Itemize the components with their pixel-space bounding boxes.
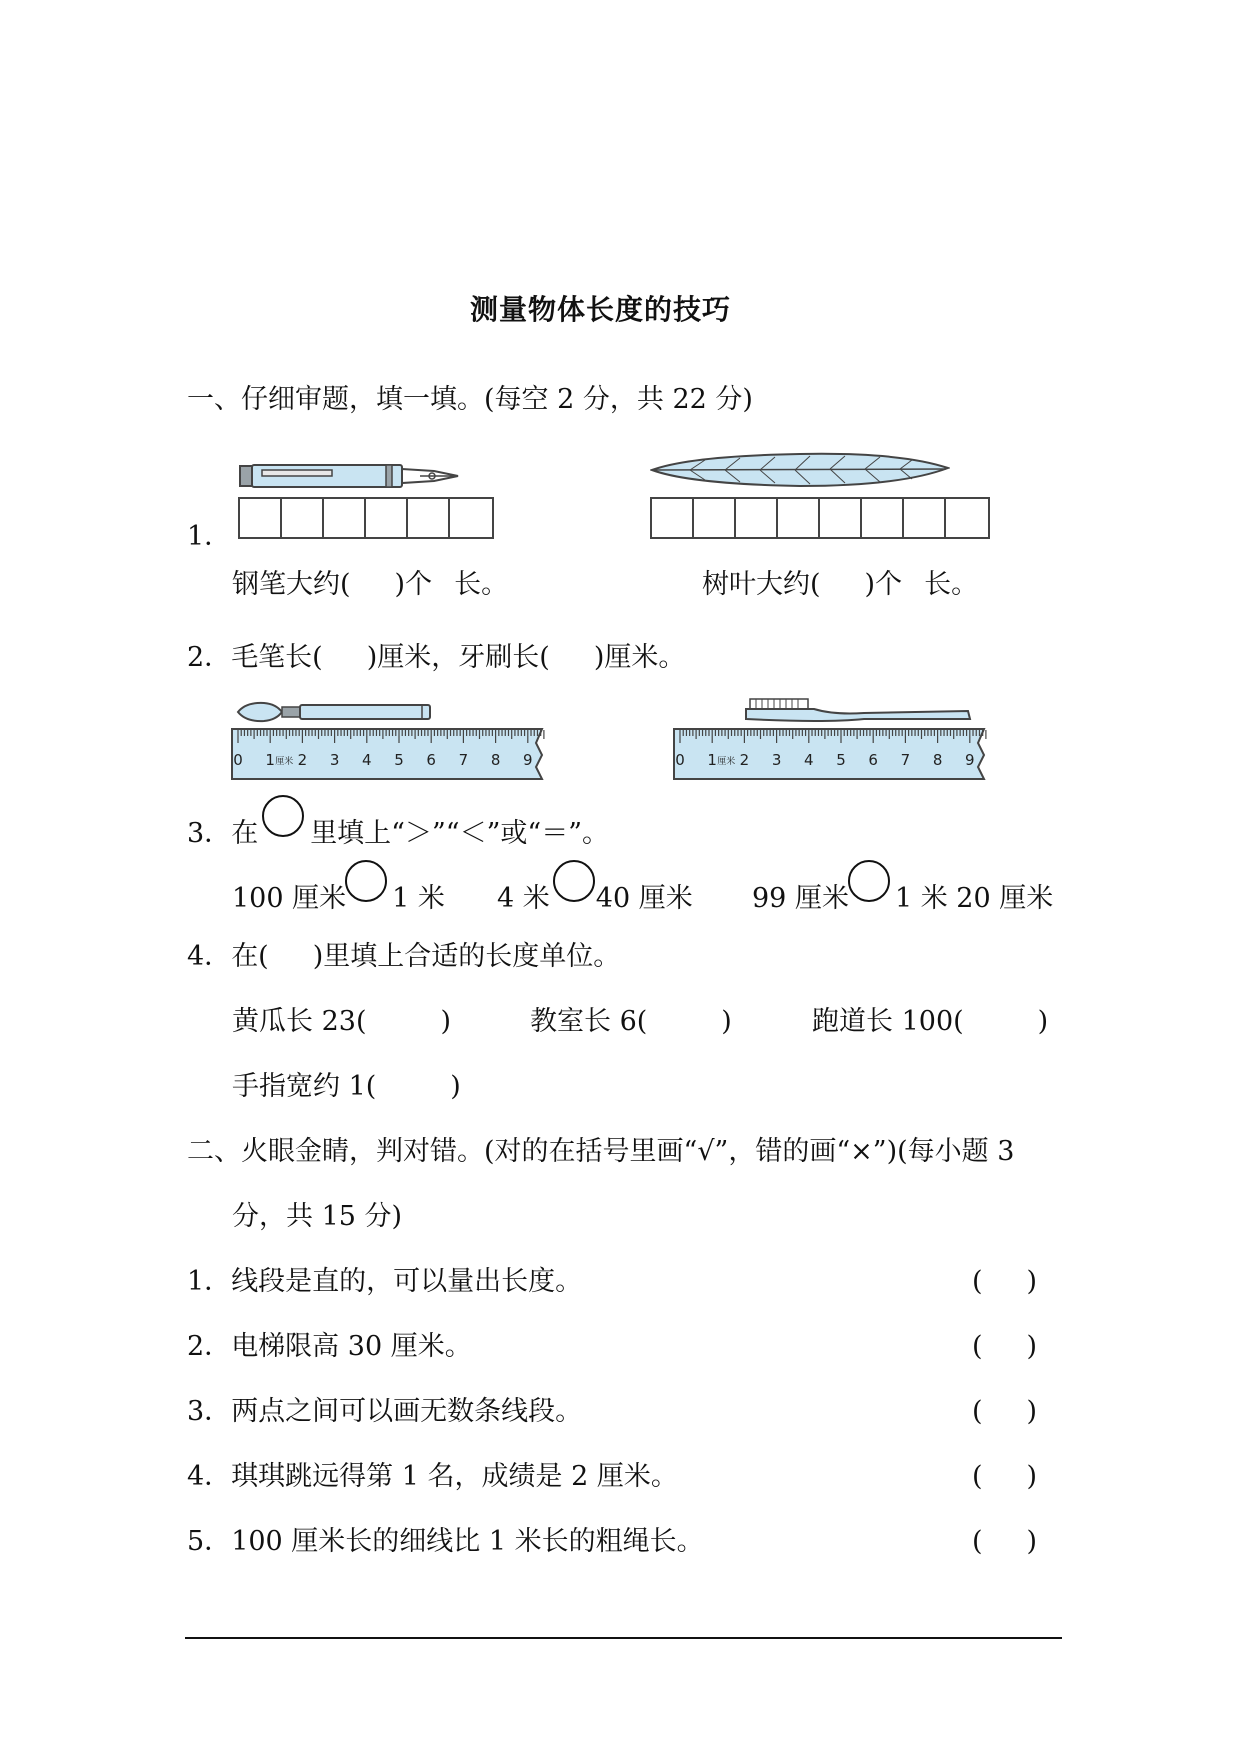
q1-leaf-statement — [702, 568, 978, 602]
q1-leaf-text-b: )个 — [864, 569, 903, 600]
grid-cell — [694, 499, 736, 537]
judge-answer-box[interactable]: ( ) — [972, 1461, 1038, 1492]
q3-item-1 — [232, 882, 445, 916]
q4-item-4 — [232, 1070, 461, 1104]
q3-item-1-right: 1 米 — [392, 883, 445, 914]
q3-text-b: 里填上“＞”“＜”或“＝”。 — [310, 818, 610, 849]
footer-divider — [185, 1637, 1062, 1639]
q3-item-1-left: 100 厘米 — [232, 883, 347, 914]
ruler-label: 3 — [771, 751, 782, 769]
judge-item-text: 琪琪跳远得第 1 名，成绩是 2 厘米。 — [231, 1461, 678, 1492]
judge-item — [187, 1330, 472, 1364]
q4-item-2-text: 教室长 6( — [530, 1006, 648, 1037]
q2-text-c: )厘米。 — [593, 642, 686, 673]
q3-item-3 — [752, 882, 1053, 916]
judge-item-text: 电梯限高 30 厘米。 — [231, 1331, 472, 1362]
q1-leaf-text-a: 树叶大约( — [702, 569, 821, 600]
q3-item-3-left: 99 厘米 — [752, 883, 849, 914]
ruler-label: 2 — [297, 751, 308, 769]
grid-cell — [862, 499, 904, 537]
question-number: 1． — [187, 1266, 232, 1297]
judge-item — [187, 1525, 704, 1559]
judge-item — [187, 1265, 582, 1299]
brush-illustration — [236, 700, 436, 724]
ruler-label: 5 — [836, 751, 846, 769]
ruler-label: 6 — [868, 751, 878, 769]
q4-text-a: 在( — [231, 941, 269, 972]
ruler-label: 7 — [900, 751, 911, 769]
grid-cell — [736, 499, 778, 537]
q3-item-2 — [497, 882, 693, 916]
compare-circle-2[interactable] — [553, 860, 595, 902]
q4-item-3-text: 跑道长 100( — [812, 1006, 964, 1037]
q4-item-1 — [232, 1005, 451, 1039]
grid-cell — [366, 499, 408, 537]
question-number: 1． — [187, 521, 232, 552]
judge-answer-box[interactable]: ( ) — [972, 1331, 1038, 1362]
q4-item-4-text: 手指宽约 1( — [232, 1071, 377, 1102]
judge-item-text: 100 厘米长的细线比 1 米长的粗绳长。 — [231, 1526, 704, 1557]
q4-text-b: )里填上合适的长度单位。 — [312, 941, 621, 972]
q4-item-1-close: ) — [440, 1006, 452, 1037]
q1-pen-statement — [232, 568, 508, 602]
leaf-illustration — [650, 448, 950, 492]
ruler-label: 9 — [965, 751, 975, 769]
question-number: 3． — [187, 1396, 232, 1427]
page-title: 测量物体长度的技巧 — [470, 293, 732, 326]
ruler-label: 7 — [458, 751, 469, 769]
section-2-heading-cont: 分，共 15 分) — [232, 1201, 403, 1232]
q2-text-b: )厘米，牙刷长( — [366, 642, 550, 673]
compare-circle-example — [262, 795, 304, 837]
ruler-label: 0 — [233, 751, 243, 769]
grid-cell — [904, 499, 946, 537]
pen-illustration — [238, 462, 460, 490]
judge-item-text: 两点之间可以画无数条线段。 — [231, 1396, 583, 1427]
q1-pen-text-a: 钢笔大约( — [232, 569, 351, 600]
ruler-label: 8 — [490, 751, 501, 769]
section-1-heading: 一、仔细审题，填一填。(每空 2 分，共 22 分) — [187, 384, 753, 415]
grid-cell — [652, 499, 694, 537]
q4-item-3 — [812, 1005, 1048, 1039]
q4-item-4-close: ) — [450, 1071, 461, 1102]
grid-cell — [408, 499, 450, 537]
grid-cell — [324, 499, 366, 537]
grid-cell — [282, 499, 324, 537]
question-number: 5． — [187, 1526, 232, 1557]
q3-text-a: 在 — [231, 818, 259, 849]
ruler-label: 6 — [426, 751, 436, 769]
ruler-label: 5 — [394, 751, 404, 769]
question-number: 4． — [187, 941, 232, 972]
compare-circle-1[interactable] — [345, 860, 387, 902]
q3-instruction — [187, 817, 609, 851]
q4-instruction — [187, 940, 620, 974]
ruler-label: 2 — [739, 751, 750, 769]
ruler-label: 1 — [707, 751, 717, 769]
judge-answer-box[interactable]: ( ) — [972, 1526, 1038, 1557]
q4-item-1-text: 黄瓜长 23( — [232, 1006, 367, 1037]
q2-text-a: 毛笔长( — [231, 642, 323, 673]
pen-measure-grid — [238, 497, 494, 539]
toothbrush-illustration — [744, 697, 974, 727]
question-number: 3． — [187, 818, 232, 849]
ruler-label: 8 — [932, 751, 943, 769]
ruler-label: 3 — [329, 751, 340, 769]
grid-cell — [450, 499, 492, 537]
q1-pen-text-b: )个 — [394, 569, 433, 600]
q3-item-2-left: 4 米 — [497, 883, 550, 914]
ruler-label: 1 — [265, 751, 275, 769]
q1-leaf-text-c: 长。 — [924, 569, 979, 600]
grid-cell — [946, 499, 988, 537]
q4-item-2 — [530, 1005, 732, 1039]
ruler-unit-label: 厘米 — [717, 757, 736, 767]
ruler-label: 4 — [804, 751, 814, 769]
ruler-label: 4 — [362, 751, 372, 769]
judge-item — [187, 1460, 678, 1494]
q4-item-2-close: ) — [721, 1006, 732, 1037]
judge-item — [187, 1395, 582, 1429]
q3-item-3-right: 1 米 20 厘米 — [894, 883, 1054, 914]
judge-answer-box[interactable]: ( ) — [972, 1266, 1038, 1297]
grid-cell — [778, 499, 820, 537]
leaf-measure-grid — [650, 497, 990, 539]
ruler-label: 0 — [675, 751, 685, 769]
ruler-unit-label: 厘米 — [275, 757, 294, 767]
grid-cell — [820, 499, 862, 537]
judge-item-text: 线段是直的，可以量出长度。 — [231, 1266, 583, 1297]
q3-item-2-right: 40 厘米 — [595, 883, 693, 914]
ruler-label: 9 — [523, 751, 533, 769]
q2-statement — [187, 641, 685, 675]
question-number: 2． — [187, 1331, 232, 1362]
grid-cell — [240, 499, 282, 537]
q4-item-3-close: ) — [1037, 1006, 1049, 1037]
compare-circle-3[interactable] — [848, 860, 890, 902]
ruler-1 — [230, 727, 548, 781]
judge-answer-box[interactable]: ( ) — [972, 1396, 1038, 1427]
q1-pen-text-c: 长。 — [454, 569, 509, 600]
question-number: 4． — [187, 1461, 232, 1492]
ruler-2 — [672, 727, 990, 781]
section-2-heading: 二、火眼金睛，判对错。(对的在括号里画“√”，错的画“×”)(每小题 3 — [187, 1136, 1015, 1167]
question-number: 2． — [187, 642, 232, 673]
